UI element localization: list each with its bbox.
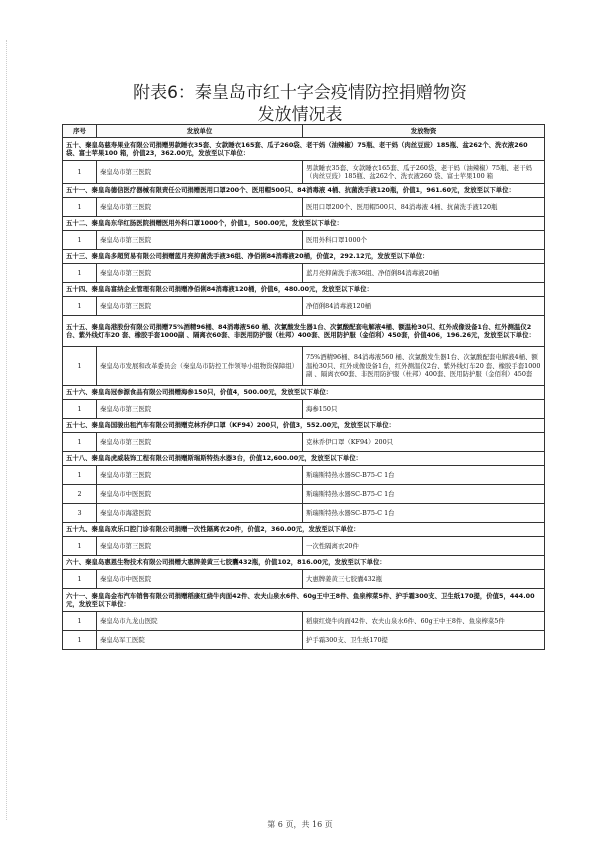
row-unit: 秦皇岛市第三医院 [97, 297, 303, 316]
section-header: 五十二、秦皇岛东华红肠医院捐赠医用外科口罩1000个，价值1，500.00元，发放至以下单位： [63, 217, 545, 231]
row-goods: 海参150只 [303, 400, 545, 419]
section-header-row [63, 523, 545, 537]
row-unit: 秦皇岛市九龙山医院 [97, 612, 303, 631]
section-header: 五十三、秦皇岛多超贸易有限公司捐赠蓝月亮抑菌洗手液36组、净佰俐84消毒液20桶，价值2，292.12元，发放至以下单位： [63, 250, 545, 264]
row-goods: 克林乔伊口罩（KF94）200只 [303, 433, 545, 452]
row-unit: 秦皇岛市第三医院 [97, 161, 303, 184]
section-header: 五十一、秦皇岛德信医疗器械有限责任公司捐赠医用口罩200个、医用帽500只、84消毒液 4桶、抗菌洗手液120瓶，价值1，961.60元，发放至以下单位： [63, 184, 545, 198]
section-header-row [63, 556, 545, 570]
row-goods: 斯瑞斯特热水器SC-B75-C 1台 [303, 466, 545, 485]
row-goods: 大惠牌姜黄三七胶囊432瓶 [303, 570, 545, 589]
section-header-row [63, 138, 545, 161]
row-seq: 1 [63, 198, 97, 217]
table-row [63, 400, 545, 419]
section-header-row [63, 386, 545, 400]
section-header: 五十八、秦皇岛虎威装饰工程有限公司捐赠斯瑞斯特热水器3台，价值12,600.00元，发放至以下单位： [63, 452, 545, 466]
row-unit: 秦皇岛市第三医院 [97, 466, 303, 485]
page-number: 第 6 页，共 16 页 [267, 820, 333, 829]
row-unit: 秦皇岛市发展和改革委员会（秦皇岛市防控工作领导小组物资保障组） [97, 347, 303, 386]
section-header: 五十六、秦皇岛冠参源食品有限公司捐赠海参150只，价值4，500.00元，发放至以下单位： [63, 386, 545, 400]
row-seq: 1 [63, 347, 97, 386]
table-row [63, 198, 545, 217]
section-header-row [63, 250, 545, 264]
section-header-row [63, 283, 545, 297]
page-title: 附表6：秦皇岛市红十字会疫情防控捐赠物资 [133, 83, 467, 103]
table-row [63, 466, 545, 485]
row-goods: 一次性隔离衣20件 [303, 537, 545, 556]
section-header: 六十一、秦皇岛金布汽车销售有限公司捐赠稻康红烧牛肉面42件、农夫山泉水6件、60g王中王8件、鱼泉榨菜5件、护手霜300支、卫生纸170提，价值5，444.00 元，发放至以下单位： [63, 589, 545, 612]
margin-guide [6, 40, 13, 820]
row-unit: 秦皇岛市第三医院 [97, 433, 303, 452]
row-goods: 医用口罩200个、医用帽500只、84消毒液 4桶、抗菌洗手液120瓶 [303, 198, 545, 217]
table-row [63, 504, 545, 523]
row-unit: 秦皇岛市海港医院 [97, 504, 303, 523]
section-header-row [63, 217, 545, 231]
row-seq: 1 [63, 297, 97, 316]
section-header: 五十、秦皇岛慈寿果业有限公司捐赠男款睡衣35套、女款睡衣165套、瓜子260袋、老干妈（油辣椒）75瓶、老干妈（肉丝豆豉）185瓶、盆262个、洗衣液260 袋、富士苹果100 箱，价值23，362.00元，发放至以下单位： [63, 138, 545, 161]
row-goods: 稻康红烧牛肉面42件、农夫山泉水6件、60g王中王8件、鱼泉榨菜5件 [303, 612, 545, 631]
row-unit: 秦皇岛市第三医院 [97, 400, 303, 419]
row-unit: 秦皇岛市中医医院 [97, 570, 303, 589]
row-goods: 医用外科口罩1000个 [303, 231, 545, 250]
row-seq: 1 [63, 466, 97, 485]
row-goods: 男款睡衣35套、女款睡衣165套、瓜子260袋、老干妈（油辣椒）75瓶、老干妈（肉丝豆豉）185瓶、盆262个、洗衣液260 袋、富士苹果100 箱 [303, 161, 545, 184]
row-seq: 1 [63, 264, 97, 283]
row-goods: 蓝月亮抑菌洗手液36组、净佰俐84消毒液20桶 [303, 264, 545, 283]
table-row [63, 347, 545, 386]
row-goods: 净佰俐84消毒液120桶 [303, 297, 545, 316]
section-header: 五十四、秦皇岛富纳企业管理有限公司捐赠净佰俐84消毒液120桶，价值6，480.00元，发放至以下单位： [63, 283, 545, 297]
row-unit: 秦皇岛市第三医院 [97, 231, 303, 250]
table-row [63, 537, 545, 556]
page-subtitle: 发放情况表 [257, 105, 343, 125]
section-header: 五十七、秦皇岛国骏出租汽车有限公司捐赠克林乔伊口罩（KF94）200只，价值3，552.00元，发放至以下单位： [63, 419, 545, 433]
section-header: 六十、秦皇岛惠恩生物技术有限公司捐赠大惠牌姜黄三七胶囊432瓶，价值102，816.00元，发放至以下单位： [63, 556, 545, 570]
section-header-row [63, 452, 545, 466]
table-row [63, 570, 545, 589]
row-unit: 秦皇岛市第三医院 [97, 198, 303, 217]
section-header: 五十九、秦皇岛欢乐口腔门诊有限公司捐赠一次性隔离衣20件，价值2，360.00元，发放至以下单位： [63, 523, 545, 537]
row-goods: 75%酒精96桶、84消毒液560 桶、次氯酸发生器1台、次氯酸配套电解液4桶、额温枪30只、红外成像设备1台，红外测温仪2台、紫外线灯车20 套、橡胶手套1000副 、隔离衣60套、非医用防护服（杜邦）400套、医用防护服（金佰利）450套 [303, 347, 545, 386]
table-row [63, 631, 545, 650]
table-row [63, 264, 545, 283]
table-row [63, 297, 545, 316]
table-row [63, 231, 545, 250]
table-header-row [63, 125, 545, 138]
table-row [63, 485, 545, 504]
row-unit: 秦皇岛市第三医院 [97, 264, 303, 283]
table-row [63, 612, 545, 631]
row-goods: 斯瑞斯特热水器SC-B75-C 1台 [303, 485, 545, 504]
row-unit: 秦皇岛市第三医院 [97, 537, 303, 556]
row-seq: 2 [63, 485, 97, 504]
table-row [63, 161, 545, 184]
row-unit: 秦皇岛军工医院 [97, 631, 303, 650]
section-header-row [63, 419, 545, 433]
row-seq: 1 [63, 631, 97, 650]
row-goods: 护手霜300支、卫生纸170提 [303, 631, 545, 650]
header-seq: 序号 [63, 125, 97, 138]
section-header-row [63, 589, 545, 612]
row-seq: 1 [63, 612, 97, 631]
header-unit: 发放单位 [97, 125, 303, 138]
section-header: 五十五、秦皇岛港股份有限公司捐赠75%酒精96桶、84消毒液560 桶、次氯酸发生器1台、次氯酸配套电解液4桶、额温枪30只、红外成像设备1台、红外测温仪2台、紫外线灯车20 套、橡胶手套1000副 、隔离衣60套、非医用防护服（杜邦）400套、医用防护服（金佰利）450套，价值406，196.26元，发放至以下单位： [63, 316, 545, 347]
section-header-row [63, 184, 545, 198]
row-seq: 1 [63, 400, 97, 419]
row-goods: 斯瑞斯特热水器SC-B75-C 1台 [303, 504, 545, 523]
row-seq: 1 [63, 570, 97, 589]
row-seq: 1 [63, 433, 97, 452]
row-seq: 1 [63, 231, 97, 250]
row-seq: 3 [63, 504, 97, 523]
row-seq: 1 [63, 161, 97, 184]
table-row [63, 433, 545, 452]
donation-table [62, 124, 545, 650]
table-body [63, 138, 545, 650]
header-goods: 发放物资 [303, 125, 545, 138]
row-unit: 秦皇岛市中医医院 [97, 485, 303, 504]
row-seq: 1 [63, 537, 97, 556]
section-header-row [63, 316, 545, 347]
